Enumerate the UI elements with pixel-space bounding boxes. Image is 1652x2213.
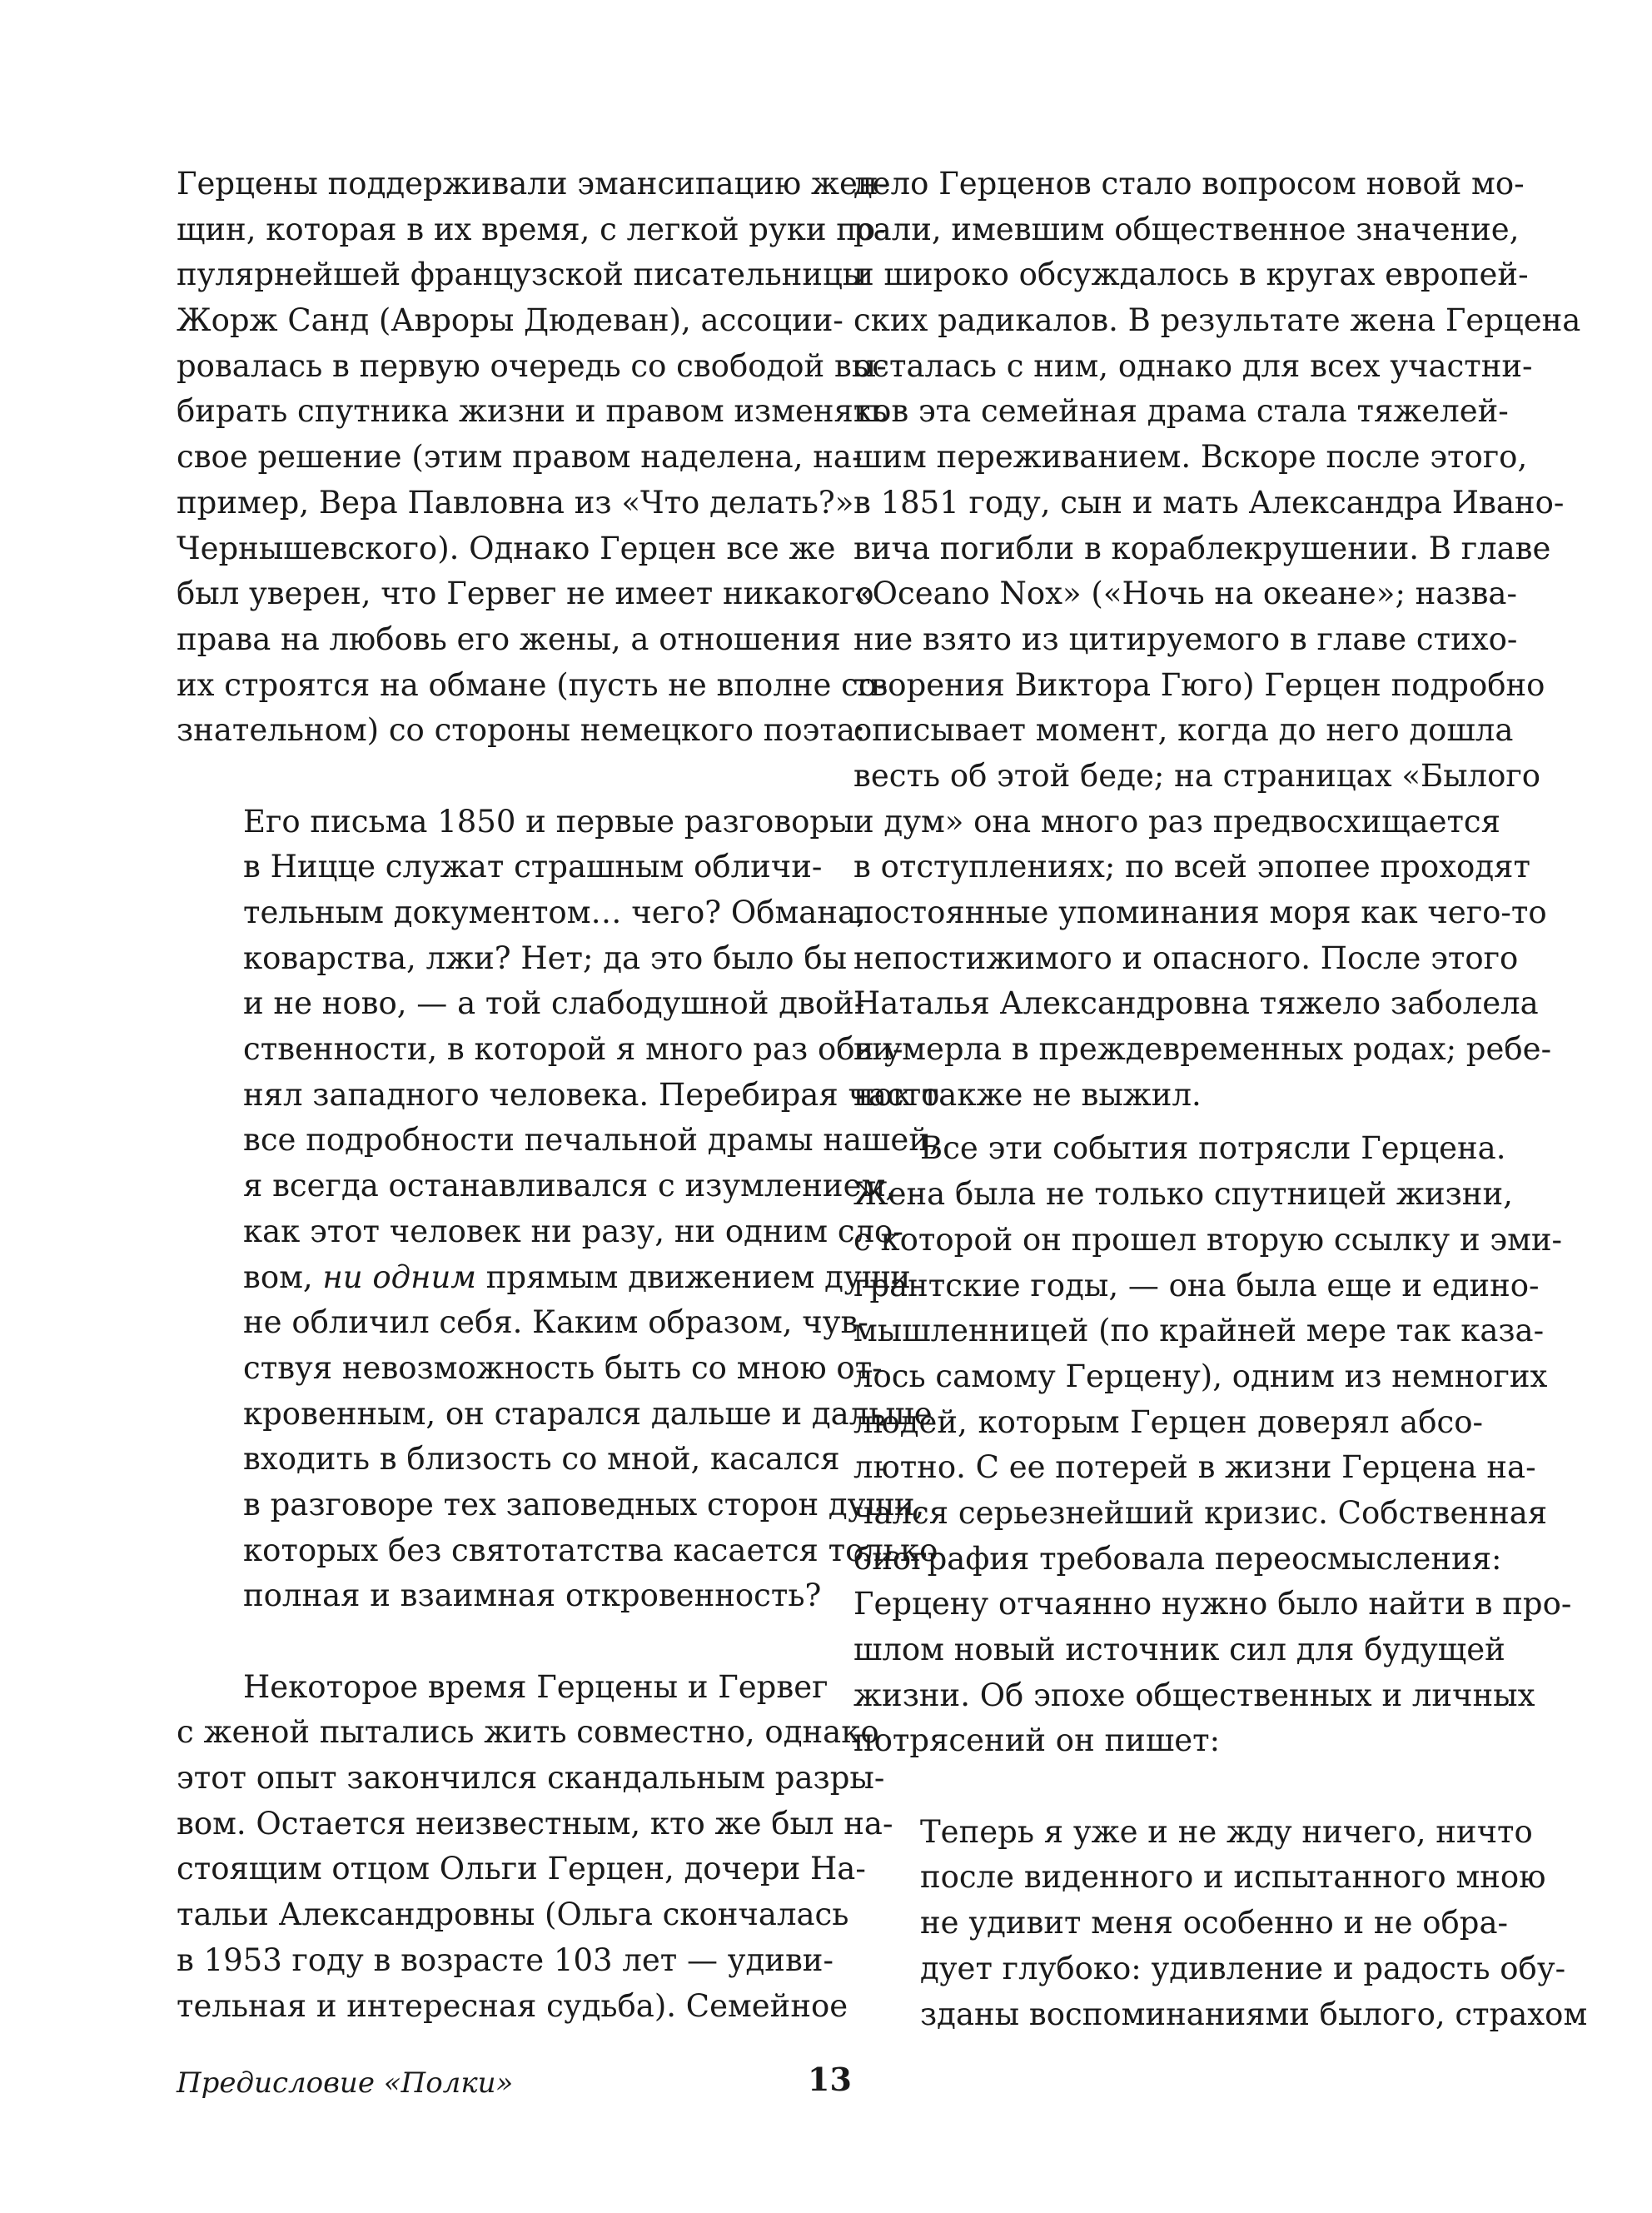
spacer xyxy=(177,754,806,800)
quote-line: тельным документом… чего? Обмана, xyxy=(243,895,866,930)
text-line: нок также не выжил. xyxy=(853,1076,1202,1113)
text-line: постоянные упоминания моря как чего-то xyxy=(853,895,1547,930)
text-line: в 1851 году, сын и мать Александра Ивано- xyxy=(853,484,1565,521)
quote-line-prefix: вом, xyxy=(243,1259,323,1295)
left-column xyxy=(177,162,940,2029)
text-line: Наталья Александровна тяжело заболела xyxy=(853,985,1539,1022)
text-line: и дум» она много раз предвосхищается xyxy=(853,803,1500,840)
quote-line: как этот человек ни разу, ни одним сло- xyxy=(243,1213,903,1249)
text-line: ских радикалов. В результате жена Герцена xyxy=(853,302,1581,339)
text-line: творения Виктора Гюго) Герцен подробно xyxy=(853,666,1545,703)
text-line: щин, которая в их время, с легкой руки по- xyxy=(177,211,886,247)
text-line: дело Герценов стало вопросом новой мо- xyxy=(853,166,1525,202)
text-line: пример, Вера Павловна из «Что делать?» xyxy=(177,484,854,521)
paragraph xyxy=(853,1126,1572,1764)
paragraph xyxy=(853,162,1581,1118)
text-line: потрясений он пишет: xyxy=(853,1722,1221,1759)
text-line: Герцены поддерживали эмансипацию жен- xyxy=(177,166,889,202)
text-line: вича погибли в кораблекрушении. В главе xyxy=(853,530,1551,566)
text-line: и умерла в преждевременных родах; ребе- xyxy=(853,1031,1552,1068)
quote-line: кровенным, он старался дальше и дальше xyxy=(243,1395,933,1432)
text-line: Жена была не только спутницей жизни, xyxy=(853,1176,1513,1213)
text-line: ние взято из цитируемого в главе стихо- xyxy=(853,621,1518,657)
quote-line: нял западного человека. Перебирая часто xyxy=(243,1076,940,1113)
quote-line: Теперь я уже и не жду ничего, ничто xyxy=(920,1813,1533,1850)
text-line: ровалась в первую очередь со свободой вы- xyxy=(177,347,887,384)
text-line: Чернышевского). Однако Герцен все же xyxy=(177,530,836,566)
text-line: биография требовала переосмысления: xyxy=(853,1540,1502,1577)
block-quote xyxy=(177,800,940,1619)
quote-line-with-emphasis xyxy=(243,1255,911,1301)
text-line: стоящим отцом Ольги Герцен, дочери На- xyxy=(177,1851,866,1887)
text-line: рали, имевшим общественное значение, xyxy=(853,211,1520,247)
quote-line: входить в близость со мной, касался xyxy=(243,1441,840,1478)
right-column xyxy=(853,162,1588,2037)
text-line: Жорж Санд (Авроры Дюдеван), ассоции- xyxy=(177,302,843,339)
text-line: мышленницей (по крайней мере так каза- xyxy=(853,1313,1545,1349)
quote-line: Его письма 1850 и первые разговоры xyxy=(243,803,854,840)
text-line: «Oceano Nox» («Ночь на океане»; назва- xyxy=(853,576,1517,612)
text-line: лютно. С ее потерей в жизни Герцена на- xyxy=(853,1449,1536,1486)
text-line: с женой пытались жить совместно, однако xyxy=(177,1714,879,1751)
text-line: этот опыт закончился скандальным разры- xyxy=(177,1760,885,1797)
text-line: шлом новый источник сил для будущей xyxy=(853,1632,1505,1667)
spacer xyxy=(853,1764,1483,1810)
text-line: в отступлениях; по всей эпопее проходят xyxy=(853,849,1530,885)
quote-line: зданы воспоминаниями былого, страхом xyxy=(920,1996,1588,2032)
text-line: в 1953 году в возрасте 103 лет — удиви- xyxy=(177,1941,833,1978)
text-line: тальи Александровны (Ольга скончалась xyxy=(177,1897,849,1933)
quote-line: и не ново, — а той слабодушной двой- xyxy=(243,985,865,1022)
text-line: шим переживанием. Вскоре после этого, xyxy=(853,439,1528,476)
text-line: описывает момент, когда до него дошла xyxy=(853,712,1514,749)
text-line: лось самому Герцену), одним из немногих xyxy=(853,1358,1548,1394)
text-line: Все эти события потрясли Герцена. xyxy=(920,1130,1506,1167)
text-line: непостижимого и опасного. После этого xyxy=(853,940,1519,976)
quote-line-suffix: прямым движением души xyxy=(476,1259,911,1295)
quote-line: ственности, в которой я много раз обви- xyxy=(243,1031,903,1068)
text-line: и широко обсуждалось в кругах европей- xyxy=(853,257,1529,293)
quote-line: не обличил себя. Каким образом, чув- xyxy=(243,1304,868,1341)
text-line: тельная и интересная судьба). Семейное xyxy=(177,1987,848,2024)
text-line: чался серьезнейший кризис. Собственная xyxy=(853,1494,1548,1531)
quote-line: я всегда останавливался с изумлением, xyxy=(243,1168,896,1204)
text-line: Некоторое время Герцены и Гервег xyxy=(243,1668,828,1705)
text-line: Герцену отчаянно нужно было найти в про- xyxy=(853,1586,1572,1622)
text-line: пулярнейшей французской писательницы xyxy=(177,257,868,293)
paragraph xyxy=(177,1665,893,2030)
text-line: права на любовь его жены, а отношения xyxy=(177,621,841,657)
text-line: вом. Остается неизвестным, кто же был на- xyxy=(177,1805,893,1842)
quote-line: дует глубоко: удивление и радость обу- xyxy=(920,1950,1566,1986)
quote-line: которых без святотатства касается только xyxy=(243,1532,938,1568)
spacer xyxy=(177,1619,806,1665)
text-line: людей, которым Герцен доверял абсо- xyxy=(853,1403,1483,1440)
text-line: был уверен, что Гервег не имеет никакого xyxy=(177,576,874,612)
quote-line: полная и взаимная откровенность? xyxy=(243,1578,822,1614)
text-line: грантские годы, — она была еще и едино- xyxy=(853,1267,1540,1303)
page-number: 13 xyxy=(808,2061,852,2098)
quote-line: все подробности печальной драмы нашей, xyxy=(243,1122,939,1159)
text-line: знательном) со стороны немецкого поэта: xyxy=(177,712,866,749)
quote-line: в Ницце служат страшным обличи- xyxy=(243,849,823,885)
text-line: бирать спутника жизни и правом изменять xyxy=(177,393,888,430)
quote-line: в разговоре тех заповедных сторон души, xyxy=(243,1486,925,1523)
text-line: весть об этой беде; на страницах «Былого xyxy=(853,757,1541,794)
block-quote xyxy=(853,1810,1588,2037)
emphasis-text: ни одним xyxy=(322,1259,476,1295)
text-line: с которой он прошел вторую ссылку и эми- xyxy=(853,1221,1563,1258)
text-line: их строятся на обмане (пусть не вполне со- xyxy=(177,666,888,703)
text-line: осталась с ним, однако для всех участни- xyxy=(853,347,1533,384)
quote-line: не удивит меня особенно и не обра- xyxy=(920,1905,1509,1941)
quote-line: ствуя невозможность быть со мною от- xyxy=(243,1349,883,1386)
quote-line: после виденного и испытанного мною xyxy=(920,1859,1546,1896)
text-line: ков эта семейная драма стала тяжелей- xyxy=(853,393,1509,430)
quote-line: коварства, лжи? Нет; да это было бы xyxy=(243,940,848,976)
text-line: свое решение (этим правом наделена, на- xyxy=(177,439,863,476)
spacer xyxy=(853,1118,1483,1126)
text-line: жизни. Об эпохе общественных и личных xyxy=(853,1677,1535,1713)
running-title: Предисловие «Полки» xyxy=(177,2066,514,2100)
paragraph xyxy=(177,162,889,754)
